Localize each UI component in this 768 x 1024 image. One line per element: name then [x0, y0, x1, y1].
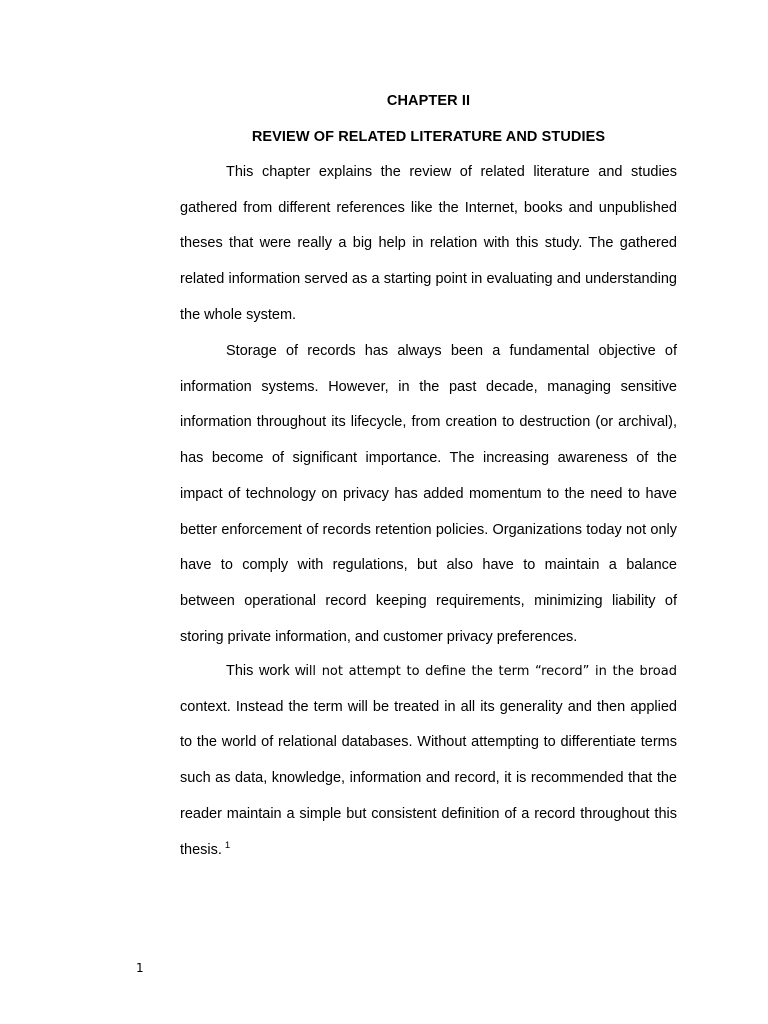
paragraph-alt-font-text: ll not attempt to define the term “record” in the broad — [308, 664, 677, 679]
page-number: 1 — [136, 961, 144, 975]
paragraph-record-definition — [180, 654, 677, 868]
footnote-reference: 1 — [224, 839, 231, 851]
paragraph-lead-text: This work wi — [226, 663, 309, 679]
paragraph-records-storage: Storage of records has always been a fundamental objective of information systems. However, in the past decade, managing sensitive information throughout its lifecycle, from creation to destruction (or archival), has become of significant importance. The increasing awareness of the impact of technology on privacy has added momentum to the need to have better enforcement of records retention policies. Organizations today not only have to comply with regulations, but also have to maintain a balance between operational record keeping requirements, minimizing liability of storing private information, and customer privacy preferences. — [180, 343, 677, 645]
chapter-title: CHAPTER II — [386, 93, 471, 109]
section-title: REVIEW OF RELATED LITERATURE AND STUDIES — [251, 129, 606, 145]
paragraph-intro: This chapter explains the review of related literature and studies gathered from different references like the Internet, books and unpublished theses that were really a big help in relation with this study. The gathered related information served as a starting point in evaluating and understanding the whole system. — [180, 164, 677, 323]
paragraph-body-text: context. Instead the term will be treated in all its generality and then applied to the world of relational databases. Without attempting to differentiate terms such as data, knowledge, information and record, it is recommended that the reader maintain a simple but consistent definition of a record throughout this thesis. — [180, 698, 677, 858]
